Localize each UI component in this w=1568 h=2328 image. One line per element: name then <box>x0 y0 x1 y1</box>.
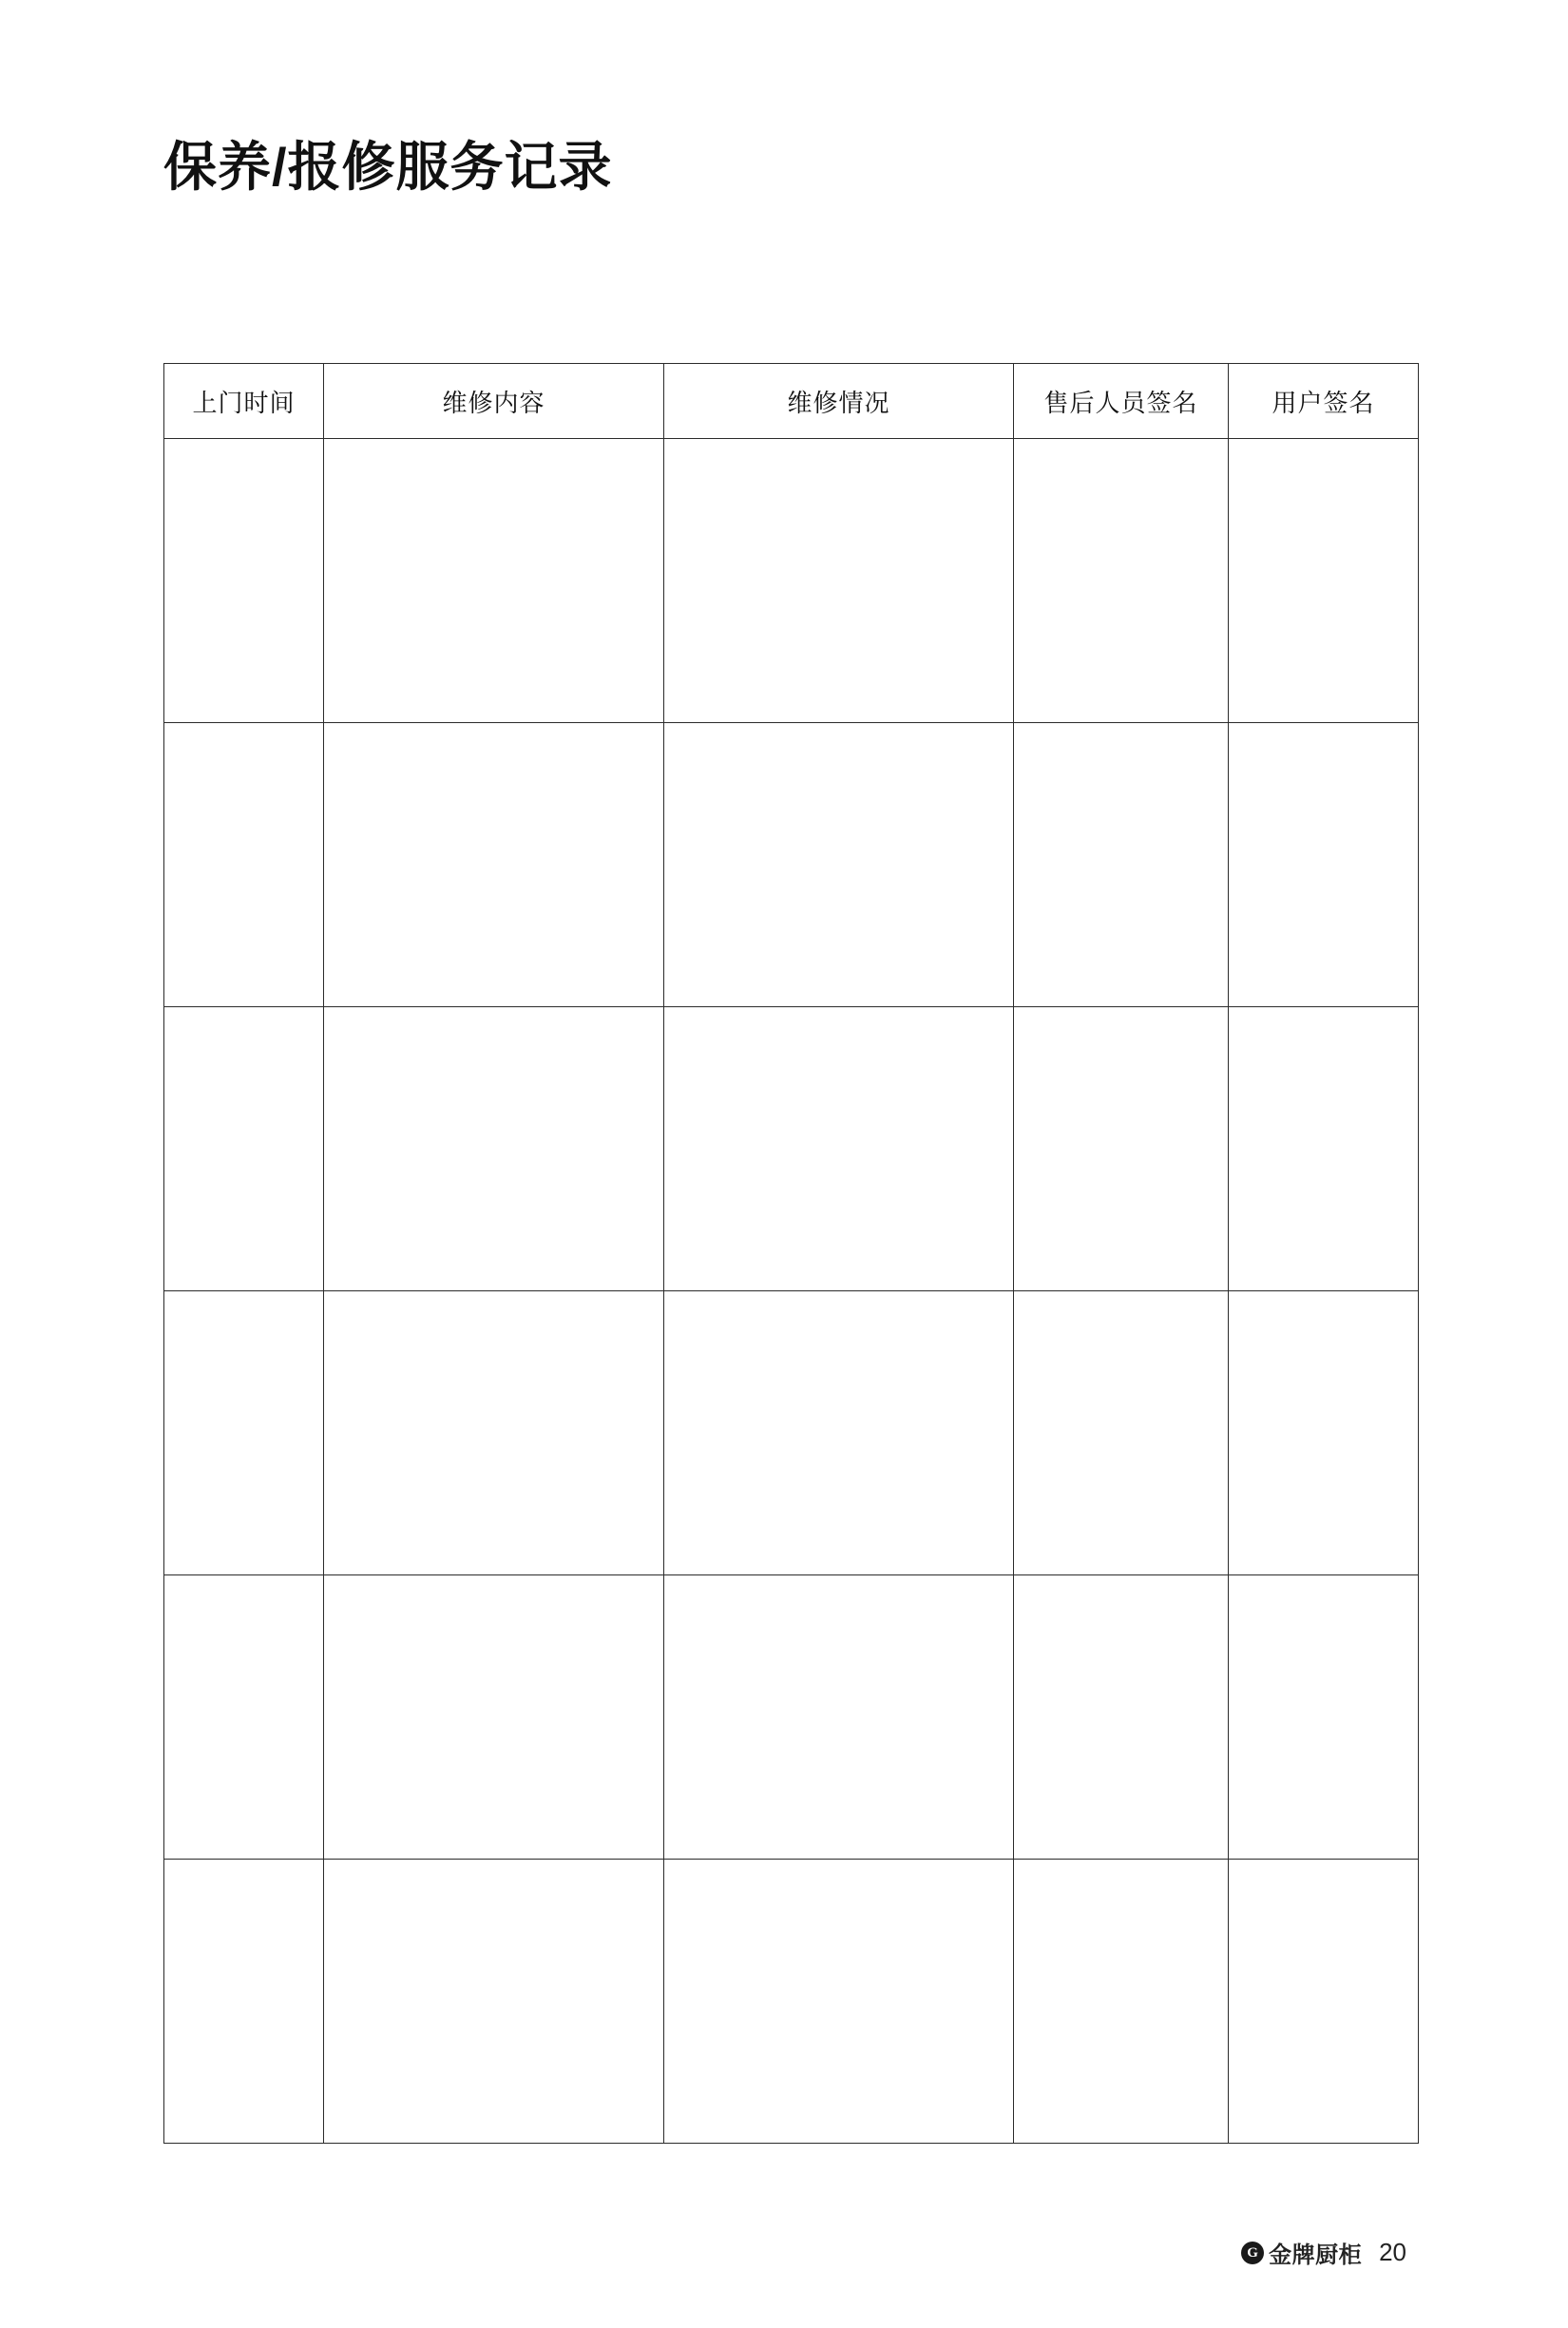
column-header-repair-content: 维修内容 <box>324 364 664 439</box>
cell-repair-status[interactable] <box>664 723 1014 1007</box>
service-record-table <box>163 363 1419 2144</box>
cell-repair-content[interactable] <box>324 1575 664 1860</box>
cell-repair-status[interactable] <box>664 1291 1014 1575</box>
cell-user-signature[interactable] <box>1229 1860 1419 2144</box>
table-body <box>164 439 1419 2144</box>
table-header <box>164 364 1419 439</box>
cell-user-signature[interactable] <box>1229 723 1419 1007</box>
cell-user-signature[interactable] <box>1229 439 1419 723</box>
table-row <box>164 439 1419 723</box>
cell-staff-signature[interactable] <box>1014 1291 1229 1575</box>
cell-staff-signature[interactable] <box>1014 723 1229 1007</box>
cell-visit-time[interactable] <box>164 1575 324 1860</box>
cell-repair-content[interactable] <box>324 1007 664 1291</box>
brand-badge-icon: G <box>1241 2242 1264 2264</box>
page-title: 保养/报修服务记录 <box>163 137 613 197</box>
table-row <box>164 1291 1419 1575</box>
cell-user-signature[interactable] <box>1229 1291 1419 1575</box>
cell-visit-time[interactable] <box>164 439 324 723</box>
column-header-staff-signature: 售后人员签名 <box>1014 364 1229 439</box>
page-number: 20 <box>1379 2238 1406 2266</box>
table-row <box>164 723 1419 1007</box>
cell-repair-content[interactable] <box>324 1291 664 1575</box>
cell-staff-signature[interactable] <box>1014 1007 1229 1291</box>
column-header-user-signature: 用户签名 <box>1229 364 1419 439</box>
table-row <box>164 1007 1419 1291</box>
cell-user-signature[interactable] <box>1229 1007 1419 1291</box>
cell-staff-signature[interactable] <box>1014 1575 1229 1860</box>
page-footer <box>1241 2236 1406 2269</box>
table-row <box>164 1575 1419 1860</box>
cell-repair-status[interactable] <box>664 1007 1014 1291</box>
brand-name: 金牌厨柜 <box>1269 2242 1363 2268</box>
cell-repair-content[interactable] <box>324 439 664 723</box>
cell-staff-signature[interactable] <box>1014 1860 1229 2144</box>
column-header-repair-status: 维修情况 <box>664 364 1014 439</box>
brand-logo <box>1241 2236 1362 2269</box>
cell-staff-signature[interactable] <box>1014 439 1229 723</box>
column-header-visit-time: 上门时间 <box>164 364 324 439</box>
cell-visit-time[interactable] <box>164 723 324 1007</box>
cell-visit-time[interactable] <box>164 1860 324 2144</box>
cell-user-signature[interactable] <box>1229 1575 1419 1860</box>
table-row <box>164 1860 1419 2144</box>
table-header-row <box>164 364 1419 439</box>
cell-repair-status[interactable] <box>664 1860 1014 2144</box>
cell-visit-time[interactable] <box>164 1291 324 1575</box>
cell-repair-status[interactable] <box>664 439 1014 723</box>
cell-repair-content[interactable] <box>324 1860 664 2144</box>
cell-visit-time[interactable] <box>164 1007 324 1291</box>
cell-repair-content[interactable] <box>324 723 664 1007</box>
cell-repair-status[interactable] <box>664 1575 1014 1860</box>
